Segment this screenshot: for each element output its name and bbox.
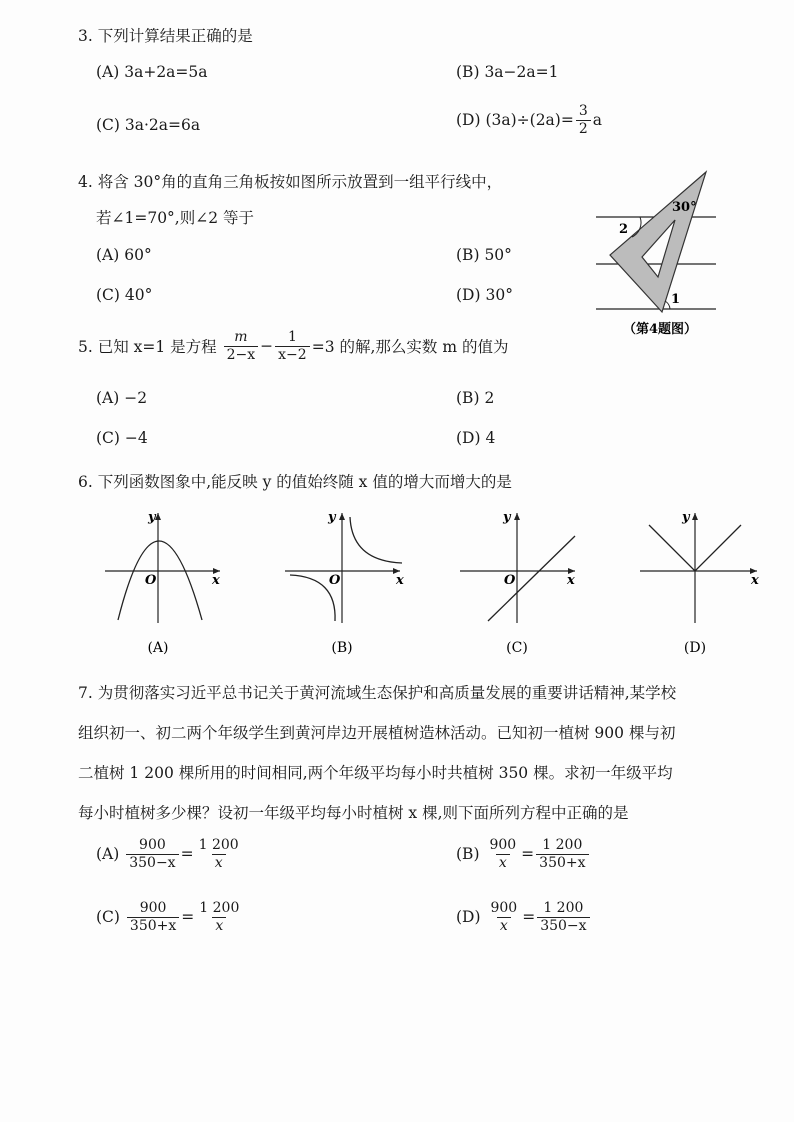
q4-angle-2-label: 2 [619,222,629,237]
q4-figure-triangle-parallel-lines [590,165,730,340]
q7-option-c: (C) $\frac{900}{350+x}$ = $\frac{1 200}{x}$ [96,900,240,934]
q6-d-y-label: y [682,510,690,525]
q6-c-x-label: x [567,573,575,588]
q7-option-d: (D) $\frac{900}{x}$ = $\frac{1 200}{350-x}$ [456,901,592,933]
q4-angle-1-label: 1 [671,292,681,307]
q5-option-d: (D) 4 [456,429,496,447]
q6-c-origin-label: O [504,573,516,588]
q5-stem: 5. 已知 x=1 是方程 $\frac{m}{2-x}$ − $\frac{1}{x-2}$ =3 的解,那么实数 m 的值为 [78,329,509,363]
q7-option-a: (A) $\frac{900}{350-x}$ = $\frac{1 200}{x}$ [96,837,239,871]
q5-fraction-1: $\frac{m}{2-x}$ [224,330,259,362]
q6-b-label: (B) [331,640,353,656]
q6-graph-a [100,505,230,665]
q4-option-a: (A) 60° [96,246,152,264]
q4-option-c: (C) 40° [96,286,153,304]
q7-stem-line4: 每小时植树多少棵？设初一年级平均每小时植树 x 棵,则下面所列方程中正确的是 [78,804,629,822]
q5-fraction-2: $\frac{1}{x-2}$ [275,330,310,362]
q6-c-label: (C) [506,640,528,656]
q4-stem-line2: 若∠1=70°,则∠2 等于 [96,209,255,227]
q3-option-b: (B) 3a−2a=1 [456,63,559,81]
q4-figure-caption: （第4题图） [622,322,698,337]
q6-graph-c [455,505,585,665]
q5-option-c: (C) −4 [96,429,148,447]
q3-option-c: (C) 3a·2a=6a [96,116,201,134]
q4-option-d: (D) 30° [456,286,513,304]
q7-option-b: (B) $\frac{900}{x}$ = $\frac{1 200}{350+x}$ [456,838,591,870]
q6-stem: 6. 下列函数图象中,能反映 y 的值始终随 x 值的增大而增大的是 [78,473,512,491]
q6-b-origin-label: O [329,573,341,588]
q4-angle-30-label: 30° [672,200,697,215]
q6-a-label: (A) [147,640,169,656]
q6-d-label: (D) [683,640,707,656]
q7-stem-line3: 二植树 1 200 棵所用的时间相同,两个年级平均每小时共植树 350 棵。求初一年级平均 [78,764,673,782]
q6-b-x-label: x [396,573,404,588]
q7-stem-line2: 组织初一、初二两个年级学生到黄河岸边开展植树造林活动。已知初一植树 900 棵与初 [78,724,676,742]
q3-option-a: (A) 3a+2a=5a [96,63,208,81]
q3-option-d: (D) (3a)÷(2a)= $\frac{3}{2}$ a [456,103,603,137]
q3-d-fraction: $\frac{3}{2}$ [576,104,591,136]
q6-a-origin-label: O [145,573,157,588]
q6-graph-d [635,505,765,665]
q7-stem-line1: 7. 为贯彻落实习近平总书记关于黄河流域生态保护和高质量发展的重要讲话精神,某学校 [78,684,677,702]
q6-b-y-label: y [328,510,336,525]
q6-graph-b [280,505,410,665]
q6-a-y-label: y [148,510,156,525]
q6-c-y-label: y [503,510,511,525]
q4-stem-line1: 4. 将含 30°角的直角三角板按如图所示放置到一组平行线中， [78,173,503,191]
q3-stem: 3. 下列计算结果正确的是 [78,27,253,45]
q6-d-x-label: x [751,573,759,588]
q5-option-a: (A) −2 [96,389,148,407]
q5-option-b: (B) 2 [456,389,495,407]
q6-a-x-label: x [212,573,220,588]
q4-option-b: (B) 50° [456,246,512,264]
